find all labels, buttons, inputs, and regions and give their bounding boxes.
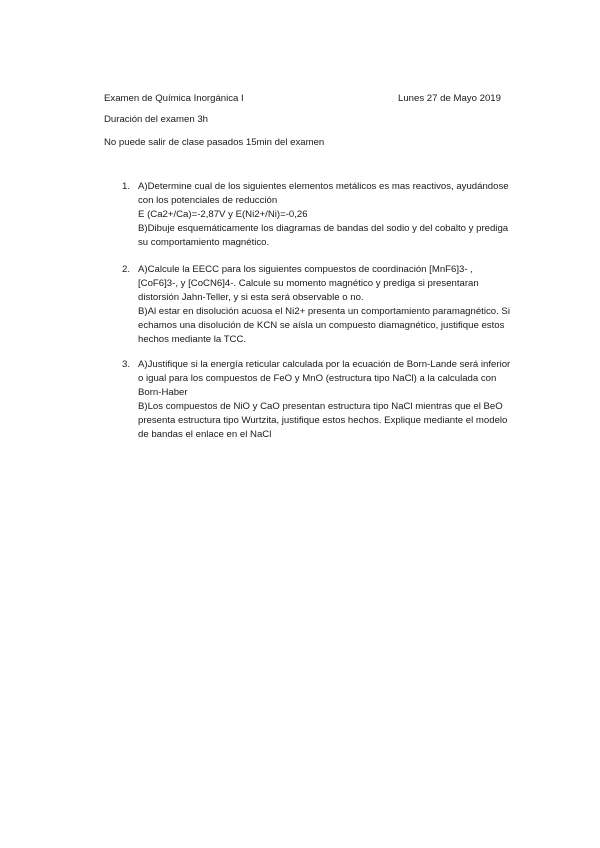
question-part-a — [138, 263, 512, 305]
exam-duration: Duración del examen 3h — [104, 114, 208, 125]
question-number: 2. — [122, 264, 131, 275]
question-part-a — [138, 358, 512, 400]
question-part-b — [138, 222, 512, 250]
question-part-a — [138, 180, 512, 208]
question-part-b — [138, 305, 512, 347]
question-3 — [122, 358, 512, 442]
question-number: 1. — [122, 181, 131, 192]
question-number: 3. — [122, 359, 131, 370]
part-label: B) — [138, 306, 148, 317]
part-label: B) — [138, 401, 148, 412]
exam-notice: No puede salir de clase pasados 15min del examen — [104, 137, 325, 148]
question-1 — [122, 180, 512, 250]
part-text: Determine cual de los siguientes elementos metálicos es mas reactivos, ayudándose con los potenciales de reducción — [138, 181, 509, 206]
part-text: Los compuestos de NiO y CaO presentan estructura tipo NaCl mientras que el BeO presenta estructura tipo Wurtzita, justifique estos hechos. Explique mediante el modelo de bandas el enlace en el NaCl — [138, 401, 508, 440]
part-text: Calcule la EECC para los siguientes compuestos de coordinación [MnF6]3- , [CoF6]3-, y [CoCN6]4-. Calcule su momento magnético y prediga si presentaran distorsión Jahn-Teller, y si esta será observable o no. — [138, 264, 479, 303]
exam-title: Examen de Química Inorgánica I — [104, 93, 244, 104]
part-text: Dibuje esquemáticamente los diagramas de bandas del sodio y del cobalto y prediga su comportamiento magnético. — [138, 223, 509, 248]
part-text: Al estar en disolución acuosa el Ni2+ presenta un comportamiento paramagnético. Si echamos una disolución de KCN se aísla un compuesto diamagnético, justifique estos hechos mediante la TCC. — [138, 306, 510, 345]
part-label: A) — [138, 181, 148, 192]
question-formula — [138, 208, 512, 222]
exam-date: Lunes 27 de Mayo 2019 — [398, 93, 501, 104]
part-label: B) — [138, 223, 148, 234]
question-part-b — [138, 400, 512, 442]
part-label: A) — [138, 264, 148, 275]
part-text: Justifique si la energía reticular calculada por la ecuación de Born-Lande será inferior o igual para los compuestos de FeO y MnO (estructura tipo NaCl) a la calculada con Born-Haber — [138, 359, 511, 398]
question-2 — [122, 263, 512, 347]
part-text: E (Ca2+/Ca)=-2,87V y E(Ni2+/Ni)=-0,26 — [138, 209, 308, 220]
part-label: A) — [138, 359, 148, 370]
